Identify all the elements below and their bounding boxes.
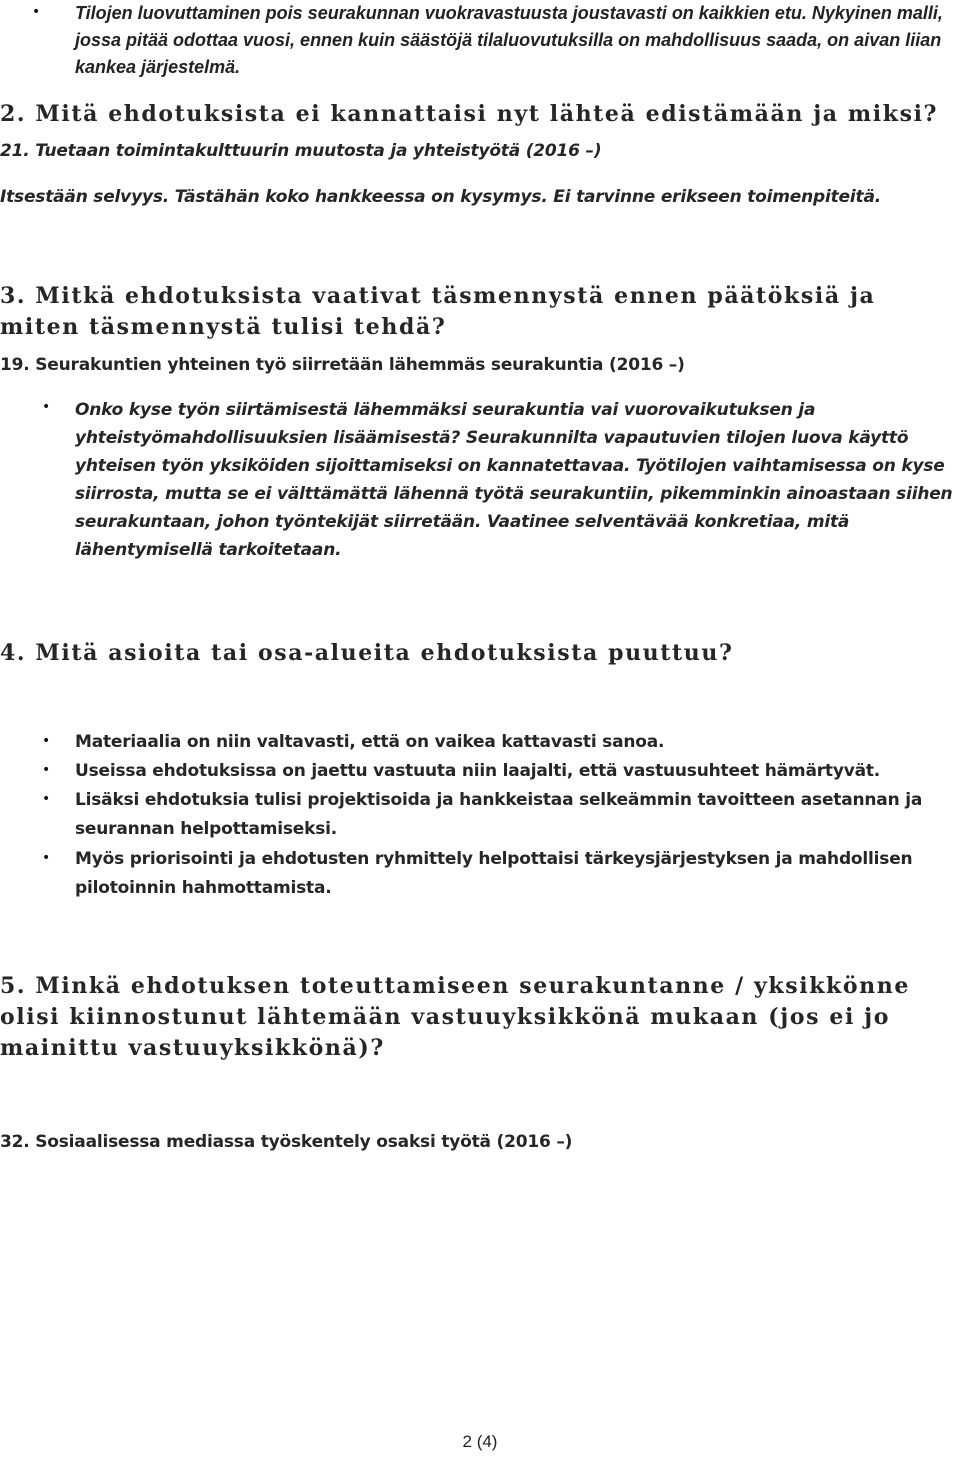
section-5-item-title: 32. Sosiaalisessa mediassa työskentely osaksi työtä (2016 –): [0, 1132, 573, 1152]
section-2-item-title: 21. Tuetaan toimintakulttuurin muutosta ja yhteistyötä (2016 –): [0, 141, 602, 161]
section-4-bullet-2: Useissa ehdotuksissa on jaettu vastuuta niin laajalti, että vastuusuhteet hämärtyvät.: [75, 761, 881, 781]
section-5-heading: 5. Minkä ehdotuksen toteuttamiseen seurakuntanne / yksikkönne olisi kiinnostunut lähtemään vastuuyksikkönä mukaan (jos ei jo mainittu vastuuyksikkönä)?: [0, 973, 910, 1061]
section-4-bullet-3: Lisäksi ehdotuksia tulisi projektisoida ja hankkeistaa selkeämmin tavoitteen asetannan ja seurannan helpottamiseksi.: [75, 790, 923, 839]
bullet-icon: •: [42, 399, 51, 415]
section-3-heading: 3. Mitkä ehdotuksista vaativat täsmennystä ennen päätöksiä ja miten täsmennystä tulisi tehdä?: [0, 283, 876, 340]
section-2-comment: Itsestään selvyys. Tästähän koko hankkeessa on kysymys. Ei tarvinne erikseen toimenpiteitä.: [0, 187, 881, 207]
section-2-heading: 2. Mitä ehdotuksista ei kannattaisi nyt lähteä edistämään ja miksi?: [0, 101, 939, 127]
page-number: 2 (4): [462, 1432, 498, 1451]
section-4-bullet-1: Materiaalia on niin valtavasti, että on vaikea kattavasti sanoa.: [75, 732, 665, 752]
bullet-icon: •: [42, 850, 51, 866]
bullet-icon: •: [42, 762, 51, 778]
section-3-bullet-text: Onko kyse työn siirtämisestä lähemmäksi seurakuntia vai vuorovaikutuksen ja yhteistyömahdollisuuksien lisäämisestä? Seurakunnilta vapautuvien tilojen luova käyttö yhteisen työn yksiköiden sijoittamiseksi on kannatettavaa. Työtilojen vaihtamisessa on kyse siirrosta, mutta se ei välttämättä lähennä työtä seurakuntiin, pikemminkin ainoastaan siihen seurakuntaan, johon työntekijät siirretään. Vaatinee selventävää konkretiaa, mitä lähentymisellä tarkoitetaan.: [75, 400, 953, 560]
bullet-icon: •: [42, 791, 51, 807]
section-3-item-title: 19. Seurakuntien yhteinen työ siirretään lähemmäs seurakuntia (2016 –): [0, 355, 685, 375]
section-4-bullet-4: Myös priorisointi ja ehdotusten ryhmittely helpottaisi tärkeysjärjestyksen ja mahdollisen pilotoinnin hahmottamista.: [75, 849, 913, 898]
bullet-icon: •: [32, 4, 41, 20]
bullet-icon: •: [42, 733, 51, 749]
section-4-heading: 4. Mitä asioita tai osa-alueita ehdotuksista puuttuu?: [0, 640, 734, 666]
intro-bullet-text: Tilojen luovuttaminen pois seurakunnan vuokravastuusta joustavasti on kaikkien etu. Nykyinen malli, jossa pitää odottaa vuosi, ennen kuin säästöjä tilaluovutuksilla on mahdollisuus saada, on aivan liian kankea järjestelmä.: [75, 3, 943, 77]
